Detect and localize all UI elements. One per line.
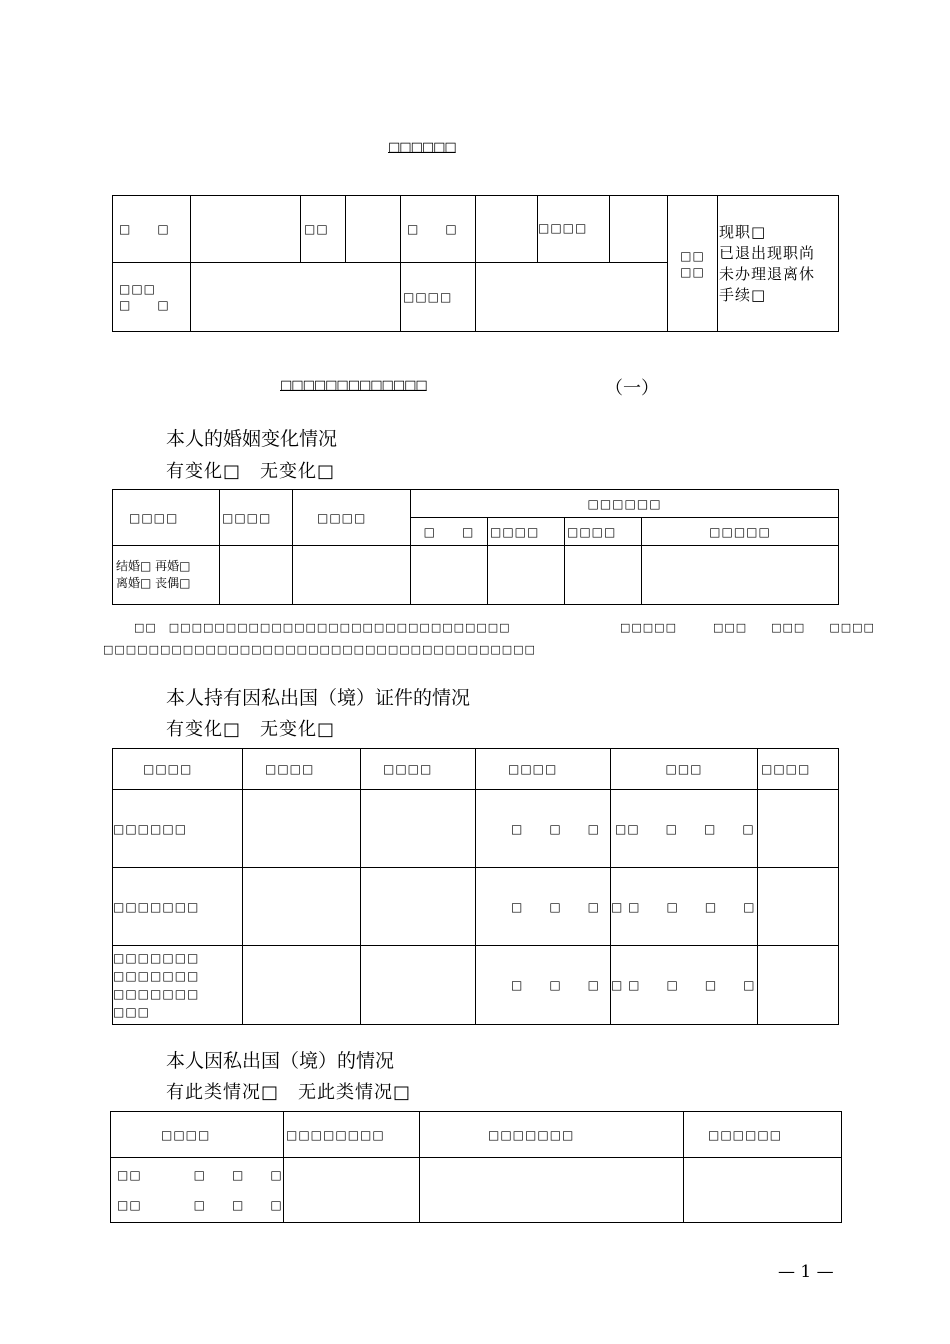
spouse-name-header: □ □	[411, 518, 488, 546]
cert-type-row-3: □□□□□□□ □□□□□□□ □□□□□□□ □□□	[113, 946, 243, 1025]
name-label: □ □	[113, 196, 191, 263]
travel-from-date[interactable]: □□ □ □ □	[117, 1168, 283, 1182]
status-label: □□ □□	[668, 196, 718, 332]
marriage-type-options[interactable]: 结婚□ 再婚□ 离婚□ 丧偶□	[113, 546, 220, 605]
cert-date-header: □□□□	[476, 749, 611, 790]
birth-label: □□□□	[538, 196, 610, 263]
unit-value[interactable]	[191, 263, 401, 332]
note-line-1: □□ □□□□□□□□□□□□□□□□□□□□□□□□□□□□□□	[134, 621, 511, 634]
status-options[interactable]: 现职□ 已退出现职尚 未办理退离休 手续□	[718, 196, 839, 332]
travel-heading: 本人因私出国（境）的情况	[166, 1050, 395, 1072]
document-title: □□□□□□	[388, 140, 456, 155]
page-number: — 1 —	[778, 1262, 834, 1282]
cert-valid-header: □□□	[611, 749, 758, 790]
cert-cell[interactable]	[243, 946, 361, 1025]
section-title: □□□□□□□□□□□□□	[280, 378, 427, 393]
cert-cell[interactable]	[758, 946, 839, 1025]
marriage-cell[interactable]	[565, 546, 642, 605]
marriage-cell[interactable]	[220, 546, 293, 605]
marriage-cell[interactable]	[488, 546, 565, 605]
marriage-reason-header: □□□□	[293, 490, 411, 546]
passport-heading: 本人持有因私出国（境）证件的情况	[166, 687, 471, 709]
marriage-type-header: □□□□	[113, 490, 220, 546]
travel-cert-header: □□□□□□	[684, 1112, 842, 1158]
note-line-2: □□□□□□□□□□□□□□□□□□□□□□□□□□□□□□□□□□□□□□	[103, 643, 536, 656]
travel-reason-header: □□□□□□□	[420, 1112, 684, 1158]
ethnicity-value[interactable]	[476, 196, 538, 263]
cert-valid-row-1[interactable]: □□ □ □ □	[611, 790, 758, 868]
cert-cell[interactable]	[758, 868, 839, 946]
cert-valid-row-2[interactable]: □ □ □ □ □	[611, 868, 758, 946]
position-value[interactable]	[476, 263, 668, 332]
cert-cell[interactable]	[361, 946, 476, 1025]
marriage-cell[interactable]	[642, 546, 839, 605]
cert-type-row-1: □□□□□□	[113, 790, 243, 868]
travel-table	[110, 1111, 842, 1223]
cert-date-row-3[interactable]: □ □ □	[476, 946, 611, 1025]
marriage-date-header: □□□□	[220, 490, 293, 546]
travel-choice[interactable]: 有此类情况□ 无此类情况□	[166, 1082, 412, 1103]
passport-table	[112, 748, 839, 1025]
personal-info-table	[112, 195, 839, 332]
cert-cell[interactable]	[243, 868, 361, 946]
passport-choice[interactable]: 有变化□ 无变化□	[166, 719, 336, 740]
unit-label: □□□ □ □	[113, 263, 191, 332]
gender-value[interactable]	[346, 196, 401, 263]
cert-date-row-1[interactable]: □ □ □	[476, 790, 611, 868]
marriage-table	[112, 489, 839, 605]
marriage-heading: 本人的婚姻变化情况	[166, 428, 338, 450]
travel-cell[interactable]	[684, 1158, 842, 1223]
travel-dest-header: □□□□□□□□	[284, 1112, 420, 1158]
ethnicity-label: □ □	[401, 196, 476, 263]
name-value[interactable]	[191, 196, 301, 263]
travel-to-date[interactable]: □□ □ □ □	[117, 1198, 283, 1212]
cert-number-header: □□□□	[243, 749, 361, 790]
cert-cell[interactable]	[361, 790, 476, 868]
marriage-cell[interactable]	[411, 546, 488, 605]
spouse-info-header: □□□□□□	[411, 490, 839, 518]
cert-valid-row-3[interactable]: □ □ □ □ □	[611, 946, 758, 1025]
marriage-cell[interactable]	[293, 546, 411, 605]
cert-issue-header: □□□□	[361, 749, 476, 790]
birth-value[interactable]	[610, 196, 668, 263]
cert-cell[interactable]	[361, 868, 476, 946]
cert-cell[interactable]	[243, 790, 361, 868]
cert-date-row-2[interactable]: □ □ □	[476, 868, 611, 946]
cert-type-header: □□□□	[113, 749, 243, 790]
cert-type-row-2: □□□□□□□	[113, 868, 243, 946]
marriage-choice[interactable]: 有变化□ 无变化□	[166, 461, 336, 482]
cert-keep-header: □□□□	[758, 749, 839, 790]
gender-label: □□	[301, 196, 346, 263]
spouse-work-header: □□□□□	[642, 518, 839, 546]
spouse-id-header: □□□□	[565, 518, 642, 546]
position-label: □□□□	[401, 263, 476, 332]
travel-cell[interactable]	[284, 1158, 420, 1223]
travel-cell[interactable]	[420, 1158, 684, 1223]
section-number: （一）	[605, 378, 659, 399]
travel-time-header: □□□□	[111, 1112, 284, 1158]
cert-cell[interactable]	[758, 790, 839, 868]
spouse-country-header: □□□□	[488, 518, 565, 546]
note-line-1-right: □□□□□ □□□ □□□ □□□□	[620, 621, 875, 634]
